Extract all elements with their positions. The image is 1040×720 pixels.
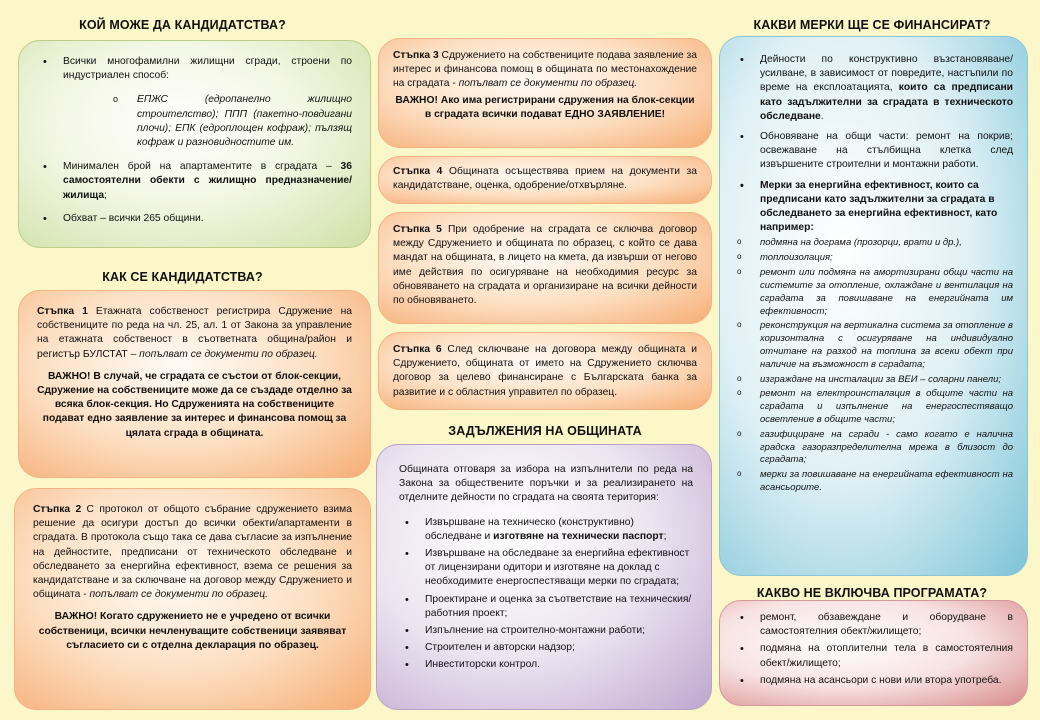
step-5-box [378,212,712,324]
municipality-duty-item: • Извършване на техническо (конструктивно) обследване и изготвяне на технически паспорт; [399,516,693,544]
heading-not-included: КАКВО НЕ ВКЛЮЧВА ПРОГРАМАТА? [756,586,988,600]
measure-structural: • Дейности по конструктивно възстановяване/усилване, в зависимост от повредите, настъпили по време на експлоатацията, които са предписани като задължителни за сградата в техническото обследване. [734,53,1013,124]
step-3-note: ВАЖНО! Ако има регистрирани сдружения на блок-секции в сградата всички подават ЕДНО ЗАЯВЛЕНИЕ! [395,94,695,120]
municipality-duty-item: • Инвеститорски контрол. [399,658,693,672]
municipality-duty-item: • Проектиране и оценка за съответствие на техническия/работния проект; [399,593,693,621]
energy-measure-item: o газифициране на сгради - само когато е налична градска газоразпределителна мрежа в близост до сградата; [734,429,1013,467]
step-2-box [14,488,371,710]
step-2-text: Стъпка 2 С протокол от общото събрание сдружението взима решение да осигури достъп до всички обекти/апартаменти в сградата. В протокола също така се дава съгласие за изпълнение на дейностите, предписани от техническото обследване и обследването за енергийна ефективност, взема се решения за кандидатстване и за сключване на договор между Сдружението и общината - попълват се документи по образец. [33,504,352,601]
energy-measure-item: o топлоизолация; [734,252,1013,265]
heading-funded-measures: КАКВИ МЕРКИ ЩЕ СЕ ФИНАНСИРАТ? [753,18,991,32]
not-included-item: • ремонт, обзавеждане и оборудване в самостоятелния обект/жилището; [734,611,1013,639]
funded-measures-box [719,36,1028,576]
not-included-box [719,600,1028,706]
eligibility-item-scope: • Обхват – всички 265 общини. [37,212,352,226]
not-included-item: • подмяна на асансьори с нови или втора употреба. [734,674,1013,688]
eligibility-item-min-apartments: • Минимален брой на апартаментите в сградата – 36 самостоятелни обекти с жилищно предназначение/жилища; [37,160,352,203]
measure-common-parts: • Обновяване на общи части: ремонт на покрив; освежаване на стълбищна клетка след извършените строителни и монтажни работи. [734,130,1013,173]
municipality-duty-item: • Изпълнение на строително-монтажни работи; [399,624,693,638]
step-4-text: Стъпка 4 Общината осъществява прием на документи за кандидатстване, оценка, одобрение/отхвърляне. [393,166,697,192]
energy-measure-item: o ремонт на електроинсталация в общите части на сградата и изпълнение на енергоспестяващо осветление в общите части; [734,388,1013,426]
step-2-note: ВАЖНО! Когато сдружението не е учредено от всички собственици, всички нечленуващите собственици заявяват съгласието си с отделна декларация по образец. [38,611,347,651]
measure-energy-efficiency: • Мерки за енергийна ефективност, които са предписани като задължителни за сградата в обследването за енергийна ефективност, като например: [734,179,1013,236]
heading-municipality-duties: ЗАДЪЛЖЕНИЯ НА ОБЩИНАТА [448,424,642,438]
heading-who-can-apply: КОЙ МОЖЕ ДА КАНДИДАТСТВА? [79,18,286,32]
municipality-intro: Общината отговаря за избора на изпълнители по реда на Закона за обществените поръчки и за реализирането на отделните дейности по сградата на своята територия: [399,464,693,504]
municipality-duty-item: • Извършване на обследване за енергийна ефективност от лицензирани одитори и изготвяне на доклад с необходимите енергоспестяващи мерки по сградата; [399,547,693,590]
eligibility-item-buildings: • Всички многофамилни жилищни сгради, строени по индустриален способ: o ЕПЖС (едропанелно жилищно строителство); ППП (пакетно-повдигани плочи); ЕПК (едроплощен кофраж); пълзящ кофраж и разновидностите им. [37,55,352,150]
energy-measure-item: o ремонт или подмяна на амортизирани общи части на системите за отопление, охлаждане и вентилация на сградата за повишаване на енергийната им ефективност; [734,267,1013,318]
eligibility-box [18,40,371,248]
step-3-box [378,38,712,148]
eligibility-subitem-types: o ЕПЖС (едропанелно жилищно строителство); ППП (пакетно-повдигани плочи); ЕПК (едроплощен кофраж); пълзящ кофраж и разновидностите им. [63,93,352,150]
energy-measure-item: o подмяна на дограма (прозорци, врати и др.), [734,237,1013,250]
municipality-duties-list [399,516,693,673]
municipality-duty-item: • Строителен и авторски надзор; [399,641,693,655]
step-1-text: Стъпка 1 Етажната собственост регистрира Сдружение на собствениците по реда на чл. 25, ал. 1 от Закона за управление на етажната собственост в съответната община/район и регистър БУЛСТАТ – попълват се документи по образец. [37,306,352,360]
step-6-text: Стъпка 6 След сключване на договора между общината и Сдружението, общината от името на Сдружението сключва договор за целево финансиране с Българската банка за развитие и с областния управител по образец. [393,344,697,398]
energy-measures-list [734,237,1013,494]
not-included-item: • подмяна на отоплителни тела в самостоятелния обект/жилището; [734,642,1013,670]
heading-how-to-apply: КАК СЕ КАНДИДАТСТВА? [102,270,263,284]
step-5-text: Стъпка 5 При одобрение на сградата се сключва договор между Сдружението и общината по образец, с който се дава мандат на общината, в лицето на кмета, да извърши от негово име действия по осигуряване на необходимия ресурс за обновяването на сградата и организиране на всички дейности по обновяването. [393,224,697,307]
municipality-duties-box [376,444,712,710]
step-1-box [18,290,371,478]
step-3-text: Стъпка 3 Сдружението на собствениците подава заявление за интерес и финансова помощ в общината по местонахождение на сградата - попълват се документи по образец. [393,50,697,90]
energy-measure-item: o изграждане на инсталации за ВЕИ – соларни панели; [734,374,1013,387]
step-6-box [378,332,712,410]
step-1-note: ВАЖНО! В случай, че сградата се състои от блок-секции, Сдружение на собствениците може да се създаде отделно за всяка блок-секция. Но Сдруженията на собствениците подават едно заявление за интерес и финансова помощ за цялата сграда в общината. [37,370,352,439]
step-4-box [378,156,712,204]
energy-measure-item: o реконструкция на вертикална система за отопление в хоризонтална с осигуряване на индивидуално отчитане на разход на топлина за всеки обект при наличие на възможност в сградата; [734,320,1013,371]
energy-measure-item: o мерки за повишаване на енергийната ефективност на асансьорите. [734,469,1013,495]
